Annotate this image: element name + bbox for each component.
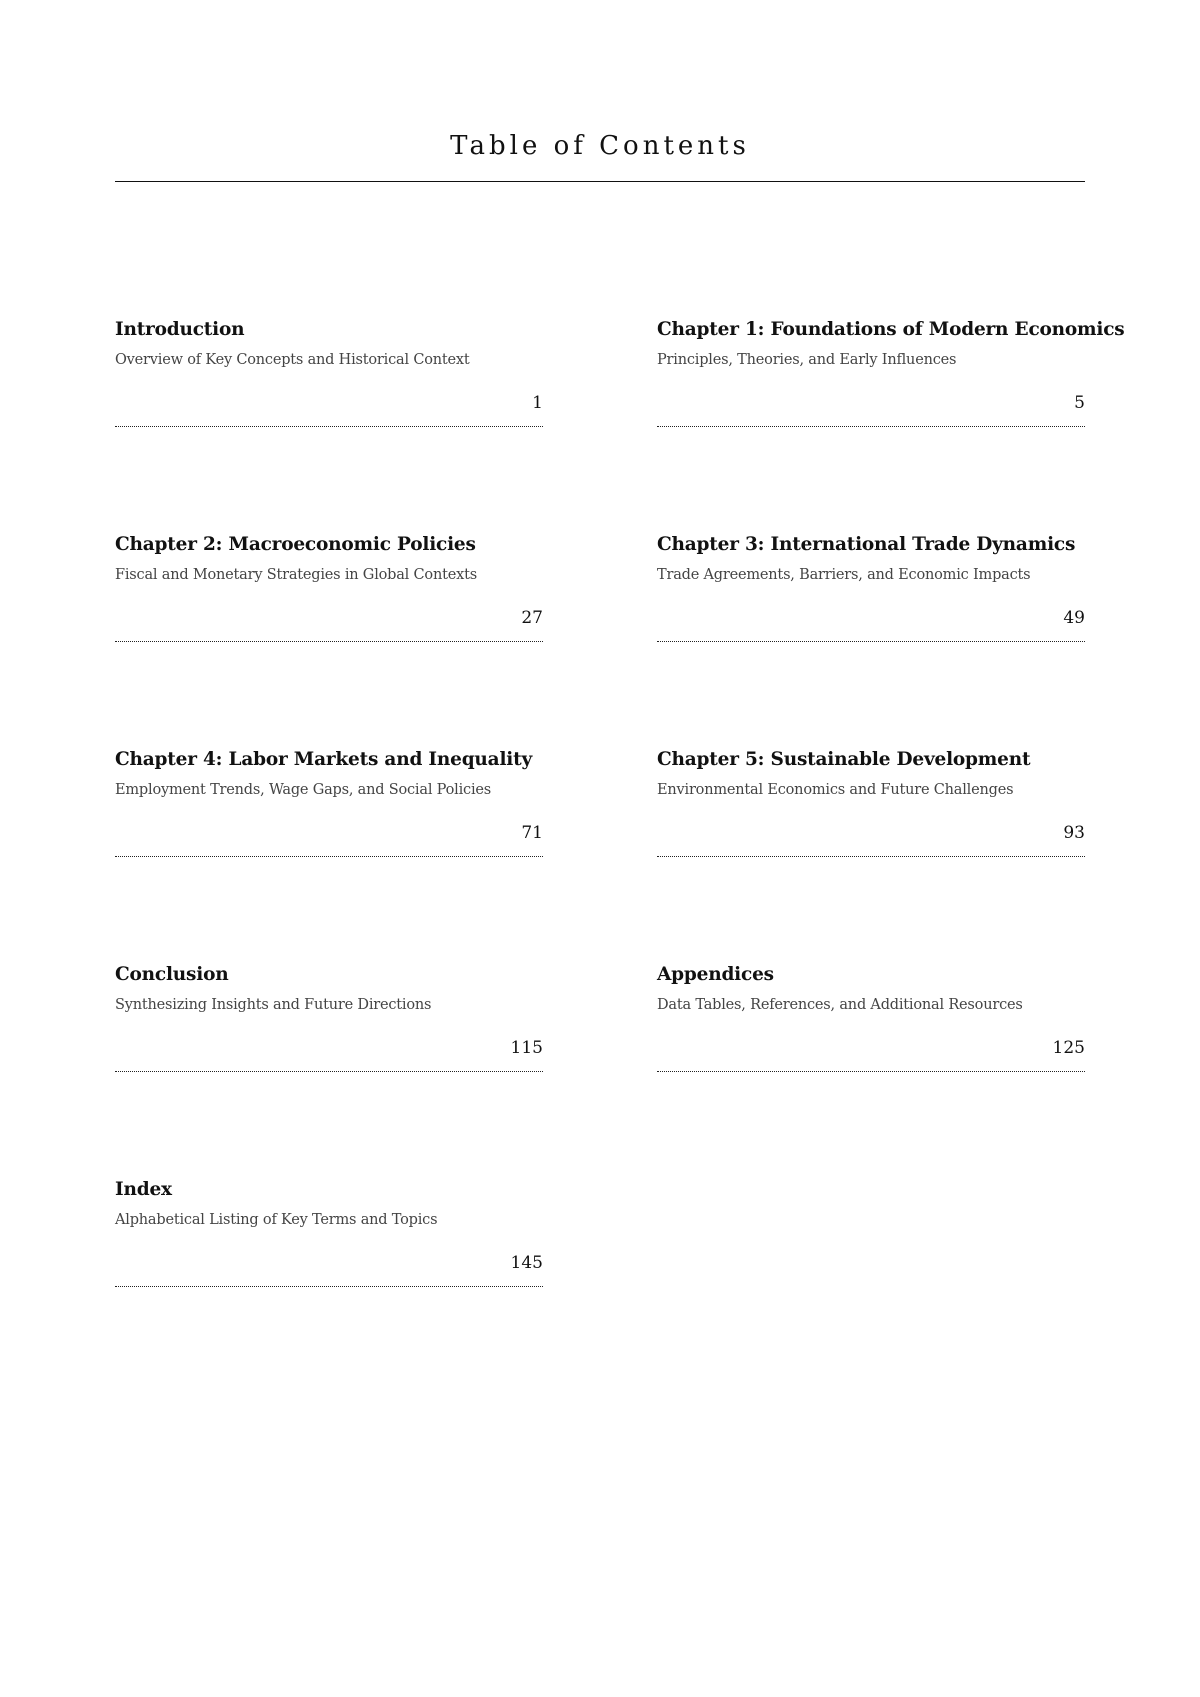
- entry-subtitle: Employment Trends, Wage Gaps, and Social Policies: [115, 782, 492, 798]
- title-divider: [115, 181, 1085, 182]
- toc-entry-chapter-3[interactable]: [657, 533, 1085, 642]
- page-title: Table of Contents: [450, 131, 750, 161]
- entry-subtitle: Environmental Economics and Future Challenges: [657, 782, 1014, 798]
- entry-page-number: 5: [1074, 393, 1085, 413]
- entry-subtitle: Alphabetical Listing of Key Terms and Topics: [115, 1212, 438, 1228]
- toc-entry-conclusion[interactable]: [115, 963, 543, 1072]
- entry-title: Chapter 3: International Trade Dynamics: [657, 534, 1076, 555]
- entry-title: Chapter 5: Sustainable Development: [657, 749, 1031, 770]
- entry-page-number: 145: [510, 1253, 543, 1273]
- entry-title: Introduction: [115, 319, 245, 340]
- entry-subtitle: Principles, Theories, and Early Influences: [657, 352, 957, 368]
- toc-entry-appendices[interactable]: [657, 963, 1085, 1072]
- entry-title: Chapter 2: Macroeconomic Policies: [115, 534, 476, 555]
- entry-page-number: 115: [510, 1038, 543, 1058]
- entry-subtitle: Synthesizing Insights and Future Directions: [115, 997, 432, 1013]
- entry-title: Chapter 4: Labor Markets and Inequality: [115, 749, 533, 770]
- entry-title: Index: [115, 1179, 172, 1200]
- entry-page-number: 71: [521, 823, 543, 843]
- toc-entry-index[interactable]: [115, 1178, 543, 1287]
- entry-subtitle: Overview of Key Concepts and Historical Context: [115, 352, 470, 368]
- entry-page-number: 125: [1052, 1038, 1085, 1058]
- entry-page-number: 49: [1063, 608, 1085, 628]
- toc-entry-chapter-1[interactable]: [657, 318, 1125, 427]
- toc-entry-chapter-5[interactable]: [657, 748, 1085, 857]
- entry-subtitle: Data Tables, References, and Additional Resources: [657, 997, 1023, 1013]
- toc-entry-introduction[interactable]: [115, 318, 543, 427]
- entry-subtitle: Fiscal and Monetary Strategies in Global Contexts: [115, 567, 477, 583]
- entry-title: Chapter 1: Foundations of Modern Economics: [657, 319, 1125, 340]
- entry-page-number: 27: [521, 608, 543, 628]
- entry-title: Conclusion: [115, 964, 229, 985]
- entry-subtitle: Trade Agreements, Barriers, and Economic Impacts: [657, 567, 1031, 583]
- entry-page-number: 93: [1063, 823, 1085, 843]
- entry-page-number: 1: [532, 393, 543, 413]
- toc-entry-chapter-4[interactable]: [115, 748, 543, 857]
- entry-title: Appendices: [657, 964, 774, 985]
- toc-entry-chapter-2[interactable]: [115, 533, 543, 642]
